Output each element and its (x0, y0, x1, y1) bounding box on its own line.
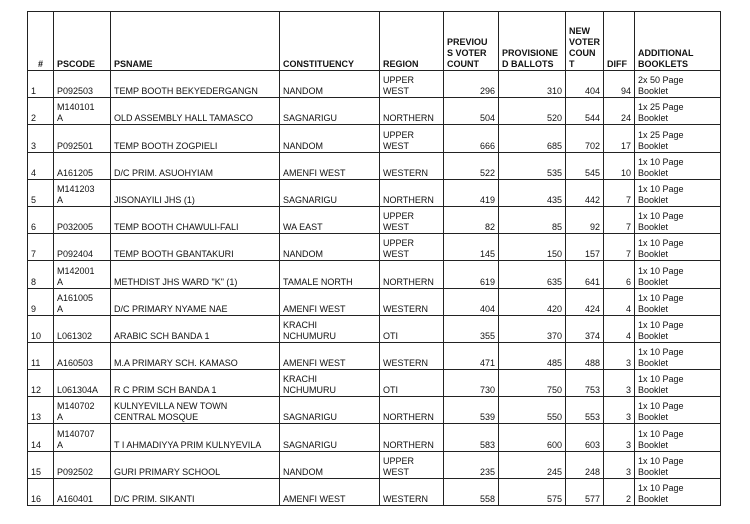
row-new-voter-count: 442 (566, 179, 604, 206)
row-pscode: P092503 (54, 71, 111, 98)
col-header-additional-booklets: ADDITIONAL BOOKLETS (635, 12, 721, 71)
row-psname: TEMP BOOTH CHAWULI-FALI (111, 206, 280, 233)
table-row (28, 342, 721, 369)
row-psname: R C PRIM SCH BANDA 1 (111, 370, 280, 397)
row-additional-booklets: 1x 10 Page Booklet (635, 206, 721, 233)
table-row (28, 71, 721, 98)
row-previous-voter-count: 730 (444, 370, 499, 397)
row-psname: ARABIC SCH BANDA 1 (111, 315, 280, 342)
row-previous-voter-count: 82 (444, 206, 499, 233)
col-header-region: REGION (380, 12, 444, 71)
row-psname: METHDIST JHS WARD "K" (1) (111, 261, 280, 288)
table-row (28, 370, 721, 397)
row-diff: 7 (604, 179, 635, 206)
row-new-voter-count: 488 (566, 342, 604, 369)
row-diff: 2 (604, 478, 635, 505)
row-pscode: L061302 (54, 315, 111, 342)
col-header-pscode: PSCODE (54, 12, 111, 71)
row-index: 13 (28, 397, 54, 424)
row-psname: D/C PRIM. SIKANTI (111, 478, 280, 505)
row-diff: 4 (604, 288, 635, 315)
row-constituency: KRACHI NCHUMURU (280, 315, 380, 342)
table-row (28, 451, 721, 478)
row-pscode: A161205 (54, 152, 111, 179)
row-index: 4 (28, 152, 54, 179)
row-additional-booklets: 1x 10 Page Booklet (635, 152, 721, 179)
row-pscode: A160401 (54, 478, 111, 505)
row-additional-booklets: 1x 10 Page Booklet (635, 397, 721, 424)
col-header-constituency: CONSTITUENCY (280, 12, 380, 71)
row-new-voter-count: 702 (566, 125, 604, 152)
row-constituency: AMENFI WEST (280, 478, 380, 505)
row-constituency: TAMALE NORTH (280, 261, 380, 288)
row-diff: 4 (604, 315, 635, 342)
polling-station-table (27, 11, 721, 506)
row-psname: GURI PRIMARY SCHOOL (111, 451, 280, 478)
row-diff: 7 (604, 206, 635, 233)
row-provisional-ballots: 600 (499, 424, 566, 451)
row-additional-booklets: 1x 10 Page Booklet (635, 234, 721, 261)
row-pscode: A161005 A (54, 288, 111, 315)
row-psname: M.A PRIMARY SCH. KAMASO (111, 342, 280, 369)
row-region: WESTERN (380, 288, 444, 315)
row-psname: OLD ASSEMBLY HALL TAMASCO (111, 98, 280, 125)
row-pscode: M141203 A (54, 179, 111, 206)
row-provisional-ballots: 635 (499, 261, 566, 288)
row-previous-voter-count: 583 (444, 424, 499, 451)
table-row (28, 234, 721, 261)
row-region: UPPER WEST (380, 206, 444, 233)
row-new-voter-count: 577 (566, 478, 604, 505)
row-additional-booklets: 1x 10 Page Booklet (635, 451, 721, 478)
row-pscode: A160503 (54, 342, 111, 369)
table-row (28, 261, 721, 288)
row-index: 3 (28, 125, 54, 152)
row-additional-booklets: 1x 10 Page Booklet (635, 288, 721, 315)
row-provisional-ballots: 575 (499, 478, 566, 505)
row-new-voter-count: 753 (566, 370, 604, 397)
row-additional-booklets: 1x 10 Page Booklet (635, 261, 721, 288)
row-region: WESTERN (380, 342, 444, 369)
row-new-voter-count: 424 (566, 288, 604, 315)
row-additional-booklets: 1x 10 Page Booklet (635, 179, 721, 206)
row-psname: TEMP BOOTH BEKYEDERGANGN (111, 71, 280, 98)
row-pscode: P092404 (54, 234, 111, 261)
table-row (28, 397, 721, 424)
row-diff: 3 (604, 451, 635, 478)
row-index: 6 (28, 206, 54, 233)
booklet-allocation-sheet (27, 11, 721, 506)
row-previous-voter-count: 145 (444, 234, 499, 261)
row-diff: 7 (604, 234, 635, 261)
col-header-provisional-ballots: PROVISIONE D BALLOTS (499, 12, 566, 71)
table-row (28, 424, 721, 451)
row-region: OTI (380, 315, 444, 342)
row-new-voter-count: 545 (566, 152, 604, 179)
row-diff: 17 (604, 125, 635, 152)
row-pscode: M140101 A (54, 98, 111, 125)
row-provisional-ballots: 435 (499, 179, 566, 206)
table-row (28, 179, 721, 206)
row-index: 1 (28, 71, 54, 98)
row-provisional-ballots: 550 (499, 397, 566, 424)
row-index: 16 (28, 478, 54, 505)
table-row (28, 125, 721, 152)
row-region: UPPER WEST (380, 451, 444, 478)
row-new-voter-count: 157 (566, 234, 604, 261)
row-previous-voter-count: 666 (444, 125, 499, 152)
row-constituency: SAGNARIGU (280, 397, 380, 424)
col-header-diff: DIFF (604, 12, 635, 71)
row-psname: TEMP BOOTH GBANTAKURI (111, 234, 280, 261)
row-constituency: NANDOM (280, 71, 380, 98)
row-psname: D/C PRIM. ASUOHYIAM (111, 152, 280, 179)
row-previous-voter-count: 404 (444, 288, 499, 315)
row-index: 5 (28, 179, 54, 206)
table-row (28, 152, 721, 179)
row-constituency: WA EAST (280, 206, 380, 233)
col-header-previous-voter-count: PREVIOU S VOTER COUNT (444, 12, 499, 71)
row-new-voter-count: 544 (566, 98, 604, 125)
row-psname: D/C PRIMARY NYAME NAE (111, 288, 280, 315)
row-index: 15 (28, 451, 54, 478)
row-provisional-ballots: 750 (499, 370, 566, 397)
row-new-voter-count: 92 (566, 206, 604, 233)
row-provisional-ballots: 310 (499, 71, 566, 98)
row-constituency: SAGNARIGU (280, 98, 380, 125)
table-body (28, 71, 721, 506)
row-previous-voter-count: 296 (444, 71, 499, 98)
row-additional-booklets: 1x 10 Page Booklet (635, 315, 721, 342)
row-previous-voter-count: 355 (444, 315, 499, 342)
row-diff: 10 (604, 152, 635, 179)
row-additional-booklets: 2x 50 Page Booklet (635, 71, 721, 98)
table-row (28, 98, 721, 125)
row-constituency: NANDOM (280, 125, 380, 152)
row-index: 8 (28, 261, 54, 288)
row-previous-voter-count: 539 (444, 397, 499, 424)
col-header-new-voter-count: NEW VOTER COUN T (566, 12, 604, 71)
row-psname: TEMP BOOTH ZOGPIELI (111, 125, 280, 152)
row-provisional-ballots: 485 (499, 342, 566, 369)
row-provisional-ballots: 245 (499, 451, 566, 478)
row-constituency: NANDOM (280, 234, 380, 261)
row-index: 10 (28, 315, 54, 342)
row-previous-voter-count: 471 (444, 342, 499, 369)
row-pscode: M140707 A (54, 424, 111, 451)
row-additional-booklets: 1x 25 Page Booklet (635, 125, 721, 152)
row-index: 7 (28, 234, 54, 261)
row-region: NORTHERN (380, 98, 444, 125)
row-region: NORTHERN (380, 261, 444, 288)
row-previous-voter-count: 522 (444, 152, 499, 179)
row-constituency: AMENFI WEST (280, 342, 380, 369)
header-row (28, 12, 721, 71)
row-pscode: L061304A (54, 370, 111, 397)
row-index: 2 (28, 98, 54, 125)
row-pscode: P092501 (54, 125, 111, 152)
col-header-index: # (28, 12, 54, 71)
row-new-voter-count: 404 (566, 71, 604, 98)
row-psname: T I AHMADIYYA PRIM KULNYEVILA (111, 424, 280, 451)
row-previous-voter-count: 235 (444, 451, 499, 478)
row-region: NORTHERN (380, 424, 444, 451)
row-region: UPPER WEST (380, 125, 444, 152)
row-new-voter-count: 553 (566, 397, 604, 424)
row-region: UPPER WEST (380, 234, 444, 261)
row-index: 11 (28, 342, 54, 369)
row-psname: KULNYEVILLA NEW TOWN CENTRAL MOSQUE (111, 397, 280, 424)
row-provisional-ballots: 520 (499, 98, 566, 125)
row-constituency: SAGNARIGU (280, 424, 380, 451)
row-diff: 6 (604, 261, 635, 288)
row-additional-booklets: 1x 25 Page Booklet (635, 98, 721, 125)
row-previous-voter-count: 504 (444, 98, 499, 125)
row-pscode: M140702 A (54, 397, 111, 424)
row-previous-voter-count: 419 (444, 179, 499, 206)
row-provisional-ballots: 420 (499, 288, 566, 315)
row-region: OTI (380, 370, 444, 397)
row-previous-voter-count: 558 (444, 478, 499, 505)
table-row (28, 288, 721, 315)
row-constituency: NANDOM (280, 451, 380, 478)
row-additional-booklets: 1x 10 Page Booklet (635, 370, 721, 397)
row-additional-booklets: 1x 10 Page Booklet (635, 342, 721, 369)
row-index: 12 (28, 370, 54, 397)
row-provisional-ballots: 150 (499, 234, 566, 261)
row-provisional-ballots: 85 (499, 206, 566, 233)
row-region: WESTERN (380, 152, 444, 179)
row-pscode: P032005 (54, 206, 111, 233)
row-pscode: M142001 A (54, 261, 111, 288)
row-provisional-ballots: 370 (499, 315, 566, 342)
row-index: 9 (28, 288, 54, 315)
table-row (28, 315, 721, 342)
row-diff: 3 (604, 342, 635, 369)
row-psname: JISONAYILI JHS (1) (111, 179, 280, 206)
row-additional-booklets: 1x 10 Page Booklet (635, 478, 721, 505)
row-pscode: P092502 (54, 451, 111, 478)
row-region: WESTERN (380, 478, 444, 505)
row-diff: 3 (604, 397, 635, 424)
table-row (28, 206, 721, 233)
row-region: NORTHERN (380, 179, 444, 206)
row-constituency: KRACHI NCHUMURU (280, 370, 380, 397)
row-provisional-ballots: 535 (499, 152, 566, 179)
row-diff: 94 (604, 71, 635, 98)
row-constituency: AMENFI WEST (280, 288, 380, 315)
row-diff: 3 (604, 424, 635, 451)
row-region: NORTHERN (380, 397, 444, 424)
col-header-psname: PSNAME (111, 12, 280, 71)
row-provisional-ballots: 685 (499, 125, 566, 152)
row-new-voter-count: 641 (566, 261, 604, 288)
row-new-voter-count: 603 (566, 424, 604, 451)
row-index: 14 (28, 424, 54, 451)
row-region: UPPER WEST (380, 71, 444, 98)
row-constituency: AMENFI WEST (280, 152, 380, 179)
row-additional-booklets: 1x 10 Page Booklet (635, 424, 721, 451)
row-new-voter-count: 374 (566, 315, 604, 342)
row-diff: 3 (604, 370, 635, 397)
row-new-voter-count: 248 (566, 451, 604, 478)
row-diff: 24 (604, 98, 635, 125)
table-row (28, 478, 721, 505)
row-constituency: SAGNARIGU (280, 179, 380, 206)
row-previous-voter-count: 619 (444, 261, 499, 288)
